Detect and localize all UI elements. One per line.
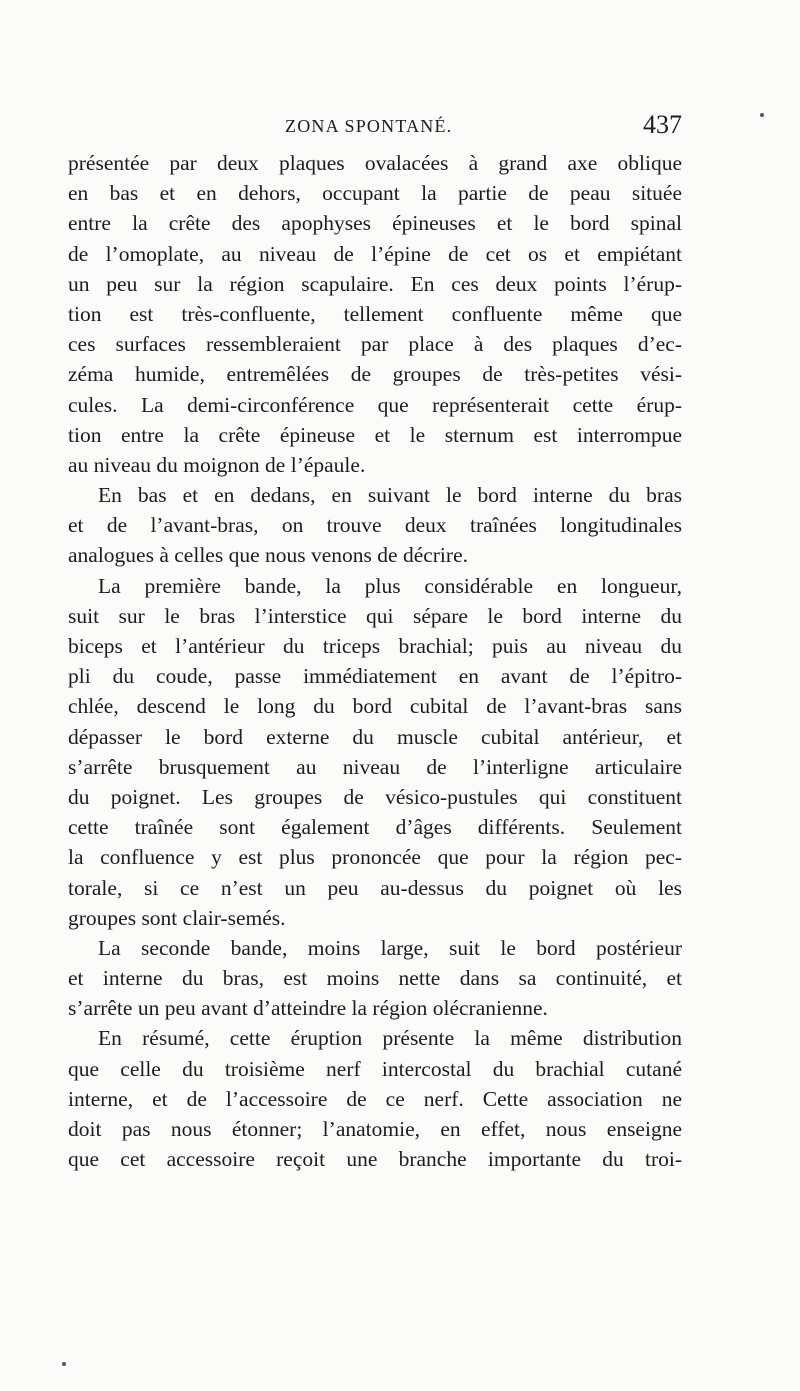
text-line: suit sur le bras l’interstice qui sépare le bord interne du xyxy=(68,603,682,628)
text-line: En bas et en dedans, en suivant le bord interne du bras xyxy=(98,483,682,508)
text-line: la confluence y est plus prononcée que pour la région pec- xyxy=(68,845,682,870)
text-line: cette traînée sont également d’âges différents. Seulement xyxy=(68,815,682,840)
text-line: biceps et l’antérieur du triceps brachial; puis au niveau du xyxy=(68,634,682,658)
text-line: doit pas nous étonner; l’anatomie, en effet, nous enseigne xyxy=(68,1117,682,1141)
text-line: entre la crête des apophyses épineuses et le bord spinal xyxy=(68,211,682,236)
text-line: un peu sur la région scapulaire. En ces deux points l’érup- xyxy=(68,271,682,296)
text-line: La seconde bande, moins large, suit le bord postérieur xyxy=(98,935,682,960)
text-line: torale, si ce n’est un peu au-dessus du poignet où les xyxy=(68,875,682,900)
text-line: de l’omoplate, au niveau de l’épine de cet os et empiétant xyxy=(68,241,682,266)
paper-speck xyxy=(62,1362,66,1366)
text-line: au niveau du moignon de l’épaule. xyxy=(68,452,366,477)
text-line: interne, et de l’accessoire de ce nerf. Cette association ne xyxy=(68,1086,682,1111)
text-line: présentée par deux plaques ovalacées à grand axe oblique xyxy=(68,151,682,175)
text-line: pli du coude, passe immédiatement en avant de l’épitro- xyxy=(68,664,682,689)
text-line: tion entre la crête épineuse et le sternum est interrompue xyxy=(68,422,682,447)
text-line: et de l’avant-bras, on trouve deux traînées longitudinales xyxy=(68,513,682,538)
text-line: zéma humide, entremêlées de groupes de très-petites vési- xyxy=(68,362,682,387)
text-line: chlée, descend le long du bord cubital de l’avant-bras sans xyxy=(68,694,682,719)
text-line: La première bande, la plus considérable en longueur, xyxy=(98,573,682,598)
text-line: et interne du bras, est moins nette dans sa continuité, et xyxy=(68,966,682,991)
text-line: cules. La demi-circonférence que représenterait cette érup- xyxy=(68,392,682,417)
text-line: tion est très-confluente, tellement confluente même que xyxy=(68,301,682,326)
page-number: 437 xyxy=(643,110,682,139)
text-line: analogues à celles que nous venons de décrire. xyxy=(68,543,468,568)
text-line: du poignet. Les groupes de vésico-pustules qui constituent xyxy=(68,784,682,809)
running-title: ZONA SPONTANÉ. xyxy=(285,116,453,136)
text-line: que cet accessoire reçoit une branche importante du troi- xyxy=(68,1147,682,1172)
text-line: ces surfaces ressembleraient par place à des plaques d’ec- xyxy=(68,332,682,357)
text-line: s’arrête un peu avant d’atteindre la région olécranienne. xyxy=(68,996,548,1021)
text-line: s’arrête brusquement au niveau de l’interligne articulaire xyxy=(68,754,682,779)
text-line: que celle du troisième nerf intercostal du brachial cutané xyxy=(68,1056,682,1081)
paper-speck xyxy=(760,113,764,117)
text-line: en bas et en dehors, occupant la partie de peau située xyxy=(68,181,682,206)
body-text xyxy=(68,148,682,1174)
text-line: dépasser le bord externe du muscle cubital antérieur, et xyxy=(68,724,682,749)
text-line: groupes sont clair-semés. xyxy=(68,905,286,930)
page-header xyxy=(68,110,682,142)
text-line: En résumé, cette éruption présente la même distribution xyxy=(98,1026,682,1051)
